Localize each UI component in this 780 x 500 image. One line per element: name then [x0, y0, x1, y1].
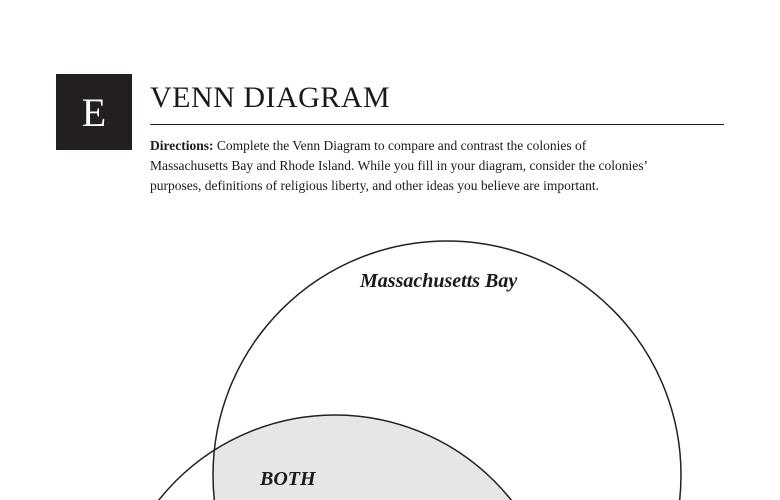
section-letter: E	[81, 89, 107, 135]
venn-overlap-region	[110, 415, 560, 500]
venn-label-massachusetts-bay: Massachusetts Bay	[360, 270, 518, 292]
venn-label-both: BOTH	[260, 468, 316, 490]
directions-label: Directions:	[150, 138, 214, 153]
directions-line-2: Massachusetts Bay and Rhode Island. While you fill in your diagram, consider the colonies’	[150, 158, 649, 173]
page-title: VENN DIAGRAM	[150, 81, 391, 114]
directions-line-3: purposes, definitions of religious liberty, and other ideas you believe are important.	[150, 178, 600, 193]
directions-line-1-text: Complete the Venn Diagram to compare and contrast the colonies of	[213, 138, 587, 153]
